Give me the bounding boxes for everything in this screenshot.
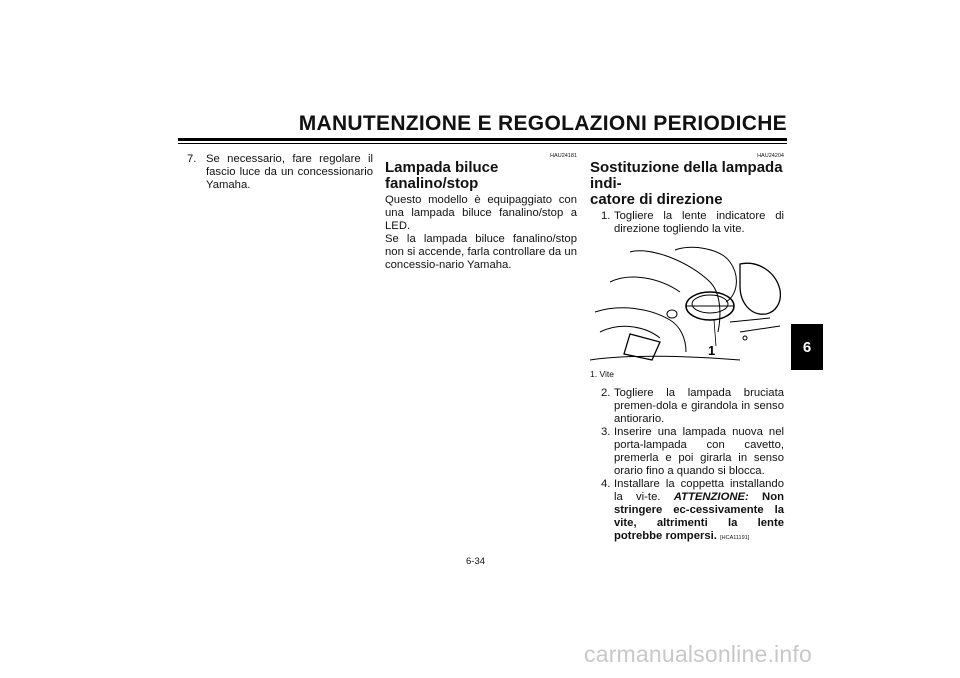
step-text: Se necessario, fare regolare il fascio luce da un concessionario Yamaha. xyxy=(206,153,373,191)
chapter-tab[interactable]: 6 xyxy=(791,324,823,370)
figure-callout: 1 xyxy=(708,343,716,358)
page-header-title: MANUTENZIONE E REGOLAZIONI PERIODICHE xyxy=(298,112,787,135)
step-3 xyxy=(590,426,784,478)
warning-label: ATTENZIONE: xyxy=(673,491,749,503)
paragraph: Se la lampada biluce fanalino/stop non si accende, farla controllare da un concessio-nario Yamaha. xyxy=(385,233,577,271)
watermark[interactable]: carmanualsonline.info xyxy=(584,641,812,667)
header-rule-thin xyxy=(178,143,787,144)
column-2 xyxy=(385,153,577,272)
section-heading xyxy=(590,160,784,208)
heading-line-1: Sostituzione della lampada indi- xyxy=(590,159,783,192)
turn-signal-illustration xyxy=(590,242,784,366)
header-rule-thick xyxy=(178,138,787,141)
step-text-block xyxy=(614,478,784,545)
step-number: 2. xyxy=(601,387,611,399)
step-number: 7. xyxy=(187,153,197,165)
step-text: Togliere la lampada bruciata premen-dola e girandola in senso antiorario. xyxy=(614,387,784,425)
page-number: 6-34 xyxy=(466,556,486,567)
step-text: Installare la coppetta installando la vi-te. xyxy=(614,478,784,503)
figure-caption: 1. Vite xyxy=(590,369,614,379)
turn-signal-figure xyxy=(590,242,784,366)
step-text: Togliere la lente indicatore di direzione togliendo la vite. xyxy=(614,210,784,235)
paragraph: Questo modello è equipaggiato con una lampada biluce fanalino/stop a LED. xyxy=(385,194,577,232)
step-number: 3. xyxy=(601,426,611,438)
step-number: 1. xyxy=(601,210,611,222)
step-text: Inserire una lampada nuova nel porta-lampada con cavetto, premerla e poi girarla in senso orario fino a quando si blocca. xyxy=(614,426,784,477)
step-number: 4. xyxy=(601,478,611,490)
step-7 xyxy=(185,153,373,192)
warning-text: Non stringere ec-cessivamente la vite, altrimenti la lente potrebbe rompersi. xyxy=(614,491,785,542)
warning-code: [HCA11191] xyxy=(720,535,750,541)
section-code: HAU24181 xyxy=(550,153,577,159)
section-code: HAU24204 xyxy=(757,153,784,159)
column-1 xyxy=(185,153,373,192)
column-3 xyxy=(590,153,784,545)
section-heading: Lampada biluce fanalino/stop xyxy=(385,159,499,192)
step-4 xyxy=(590,478,784,545)
heading-line-2: catore di direzione xyxy=(590,191,723,208)
step-2 xyxy=(590,387,784,426)
step-1 xyxy=(590,210,784,236)
